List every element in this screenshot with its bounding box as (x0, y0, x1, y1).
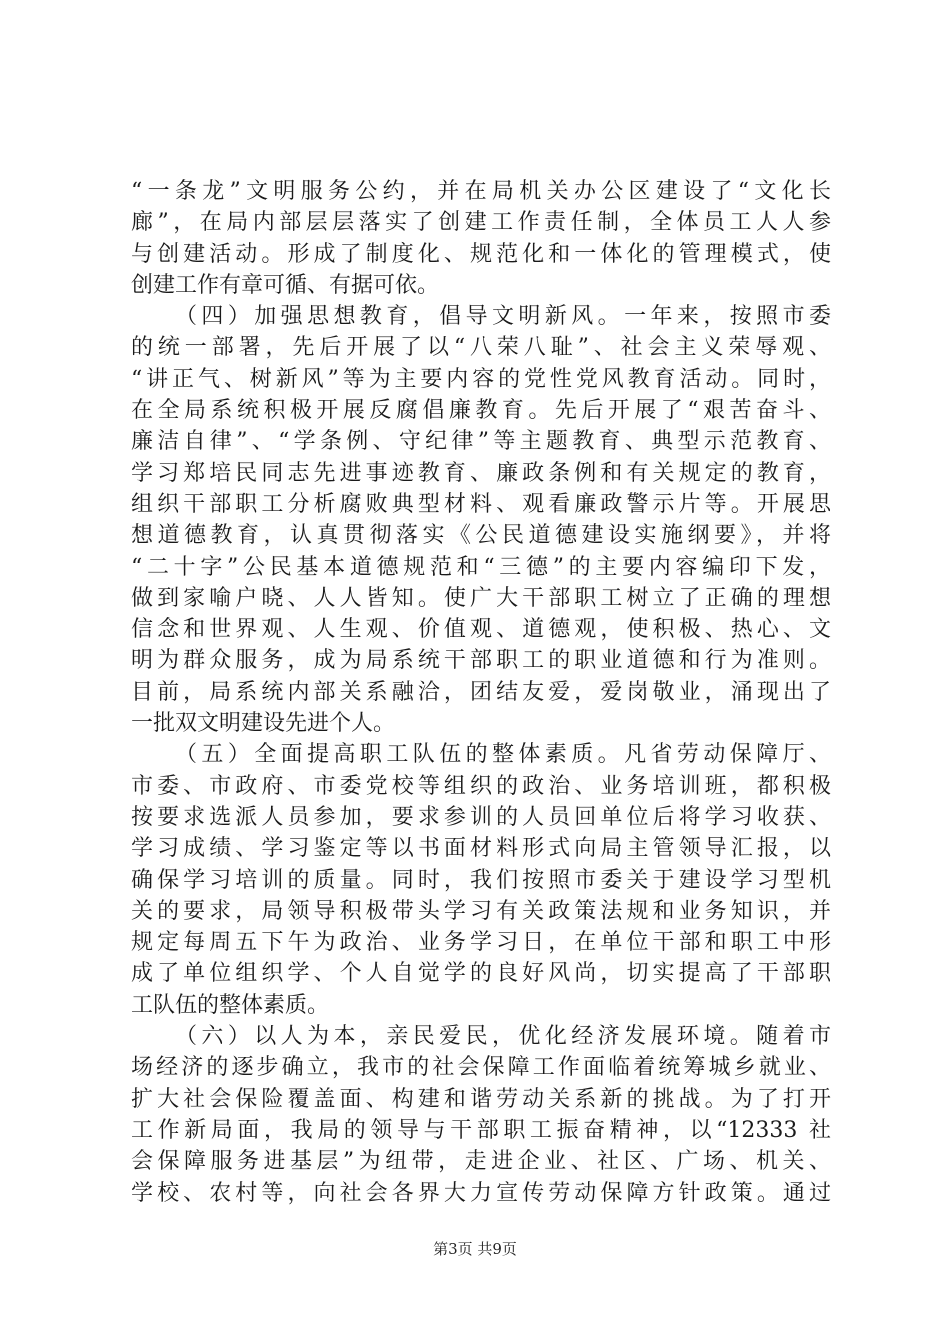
text-line: 明为群众服务，成为局系统干部职工的职业道德和行为准则。 (131, 648, 831, 674)
text-line: 学习成绩、学习鉴定等以书面材料形式向局主管领导汇报，以 (131, 836, 831, 862)
text-line: 与创建活动。形成了制度化、规范化和一体化的管理模式，使 (131, 241, 831, 267)
text-line: 规定每周五下午为政治、业务学习日，在单位干部和职工中形 (131, 930, 831, 956)
paragraph-heading-line: （六）以人为本，亲民爱民，优化经济发展环境。随着市 (175, 1024, 831, 1050)
text-line: “讲正气、树新风”等为主要内容的党性党风教育活动。同时， (131, 366, 831, 392)
text-line: 的统一部署，先后开展了以“八荣八耻”、社会主义荣辱观、 (131, 335, 831, 361)
text-line: 信念和世界观、人生观、价值观、道德观，使积极、热心、文 (131, 617, 831, 643)
text-line: 按要求选派人员参加，要求参训的人员回单位后将学习收获、 (131, 804, 831, 830)
text-line: 市委、市政府、市委党校等组织的政治、业务培训班，都积极 (131, 773, 831, 799)
text-line: 工作新局面，我局的领导与干部职工振奋精神，以“12333 社 (131, 1117, 831, 1143)
page-footer (0, 1238, 950, 1259)
text-line: 做到家喻户晓、人人皆知。使广大干部职工树立了正确的理想 (131, 585, 831, 611)
text-line: 会保障服务进基层”为纽带，走进企业、社区、广场、机关、 (131, 1149, 831, 1175)
body-text (131, 176, 831, 1209)
text-line: 组织干部职工分析腐败典型材料、观看廉政警示片等。开展思 (131, 491, 831, 517)
page-number-label: 第3页 共9页 (433, 1240, 517, 1258)
text-line: 学习郑培民同志先进事迹教育、廉政条例和有关规定的教育， (131, 460, 831, 486)
text-line: 想道德教育，认真贯彻落实《公民道德建设实施纲要》，并将 (131, 523, 831, 549)
text-line: “一条龙”文明服务公约，并在局机关办公区建设了“文化长 (131, 179, 831, 204)
text-line: 创建工作有章可循、有据可依。 (131, 272, 440, 298)
paragraph-heading-line: （五）全面提高职工队伍的整体素质。凡省劳动保障厅、 (175, 742, 831, 768)
text-line: “二十字”公民基本道德规范和“三德”的主要内容编印下发， (131, 554, 831, 580)
text-line: 关的要求，局领导积极带头学习有关政策法规和业务知识，并 (131, 898, 831, 924)
text-line: 扩大社会保险覆盖面、构建和谐劳动关系新的挑战。为了打开 (131, 1086, 831, 1112)
text-line: 目前，局系统内部关系融洽，团结友爱，爱岗敬业，涌现出了 (131, 679, 831, 705)
text-line: 廊”，在局内部层层落实了创建工作责任制，全体员工人人参 (131, 210, 831, 236)
text-line: 一批双文明建设先进个人。 (131, 711, 396, 737)
text-line: 在全局系统积极开展反腐倡廉教育。先后开展了“艰苦奋斗、 (131, 398, 831, 424)
text-line: 确保学习培训的质量。同时，我们按照市委关于建设学习型机 (131, 867, 831, 893)
text-line: 场经济的逐步确立，我市的社会保障工作面临着统筹城乡就业、 (131, 1055, 831, 1081)
paragraph-heading-line: （四）加强思想教育，倡导文明新风。一年来，按照市委 (175, 304, 831, 330)
text-line: 成了单位组织学、个人自觉学的良好风尚，切实提高了干部职 (131, 961, 831, 987)
text-line: 工队伍的整体素质。 (131, 992, 330, 1018)
text-line: 学校、农村等，向社会各界大力宣传劳动保障方针政策。通过 (131, 1180, 831, 1206)
text-line: 廉洁自律”、“学条例、守纪律”等主题教育、典型示范教育、 (131, 429, 831, 455)
